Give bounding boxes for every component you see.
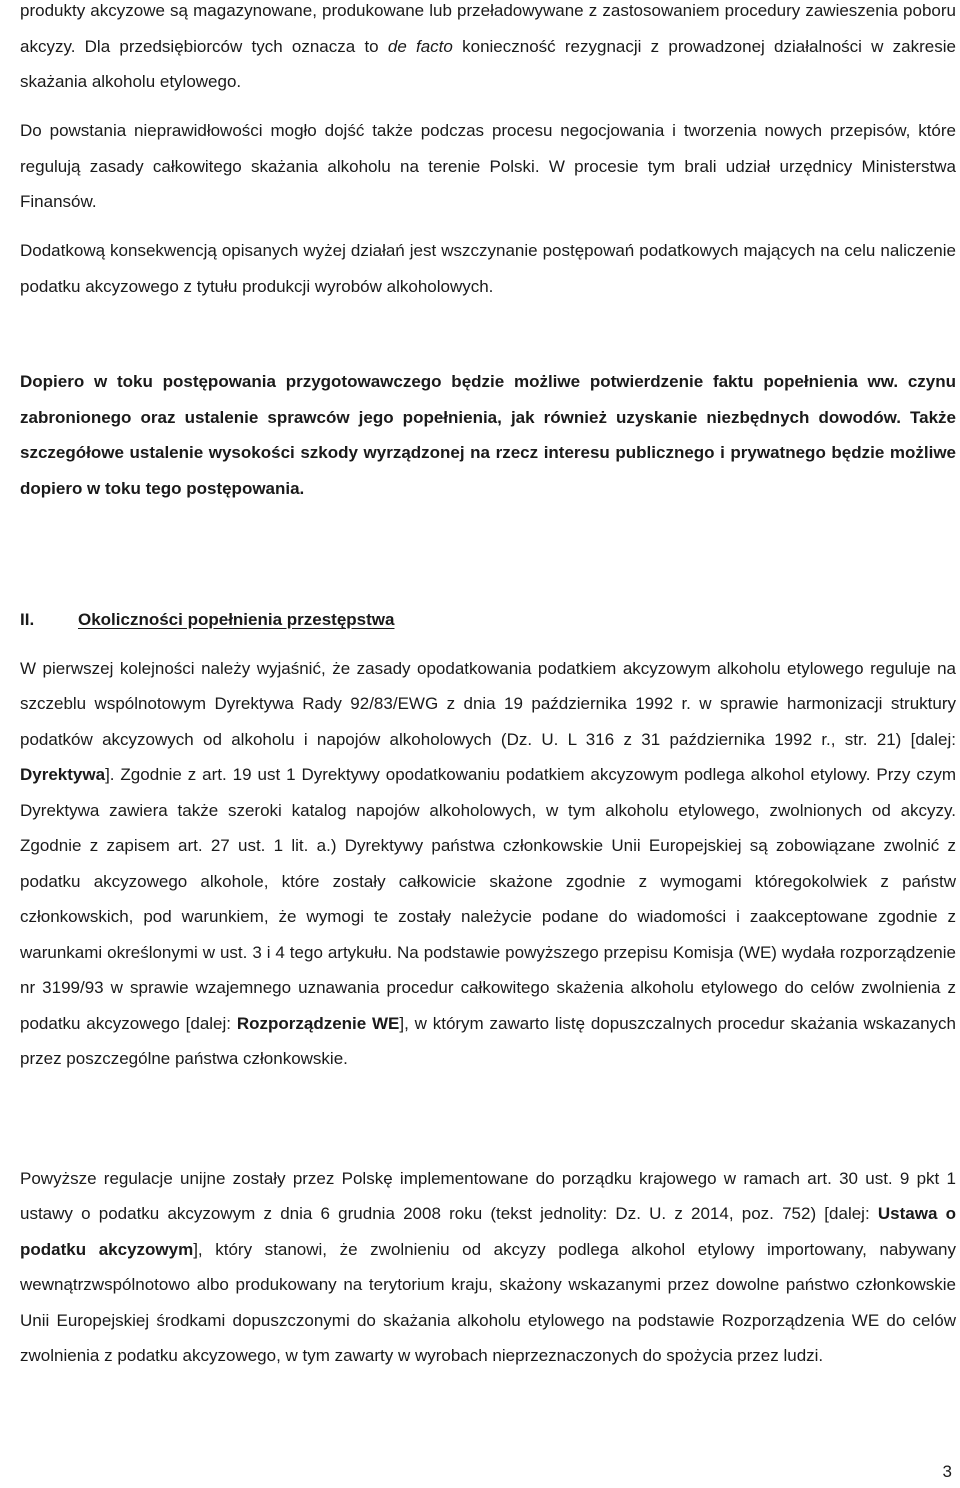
section-number: II. (20, 610, 35, 629)
paragraph-excise-procedure (20, 0, 956, 100)
bold-term: Dyrektywa (20, 765, 106, 785)
text-run: Dodatkową konsekwencją opisanych wyżej działań jest wszczynanie postępowań podatkowych mających na celu naliczenie podatku akcyzowego z tytułu produkcji wyrobów alkoholowych. (20, 241, 956, 296)
bold-term: Rozporządzenie WE (236, 1013, 400, 1033)
italic-term: de facto (387, 36, 453, 56)
text-run: ], w którym zawarto listę dopuszczalnych procedur skażania wskazanych przez poszczególne państwa członkowskie. (20, 1013, 956, 1068)
paragraph-irregularities (20, 113, 956, 220)
text-run: Powyższe regulacje unijne zostały przez Polskę implementowane do porządku krajowego w ramach art. 30 ust. 9 pkt 1 ustawy o podatku akcyzowym z dnia 6 grudnia 2008 roku (tekst jednolity: Dz. U. z 2014, poz. 752) [dalej: (20, 1169, 956, 1224)
paragraph-directive (20, 651, 956, 1076)
text-run: produkty akcyzowe są magazynowane, produkowane lub przeładowywane z zastosowaniem procedury zawieszenia poboru akcyzy. Dla przedsiębiorców tych oznacza to (20, 1, 956, 56)
bold-term: Ustawa o podatku akcyzowym (20, 1204, 956, 1259)
text-run: W pierwszej kolejności należy wyjaśnić, że zasady opodatkowania podatkiem akcyzowym alkoholu etylowego reguluje na szczeblu wspólnotowym Dyrektywa Rady 92/83/EWG z dnia 19 października 1992 r. w sprawie harmonizacji struktury podatków akcyzowych od alkoholu i napojów alkoholowych (Dz. U. L 316 z 31 października 1992 r., str. 21) [dalej: (20, 659, 956, 749)
text-run: ], który stanowi, że zwolnieniu od akcyzy podlega alkohol etylowy importowany, nabywany wewnątrzwspólnotowo albo produkowany na terytorium kraju, skażony wskazanymi przez dowolne państwo członkowskie Unii Europejskiej środkami dopuszczonymi do skażania alkoholu etylowego na podstawie Rozporządzenia WE do celów zwolnienia z podatku akcyzowego, w tym zawarty w wyrobach nieprzeznaczonych do spożycia przez ludzi. (20, 1239, 957, 1366)
text-run: Dopiero w toku postępowania przygotowawczego będzie możliwe potwierdzenie faktu popełnienia ww. czynu zabronionego oraz ustalenie sprawców jego popełnienia, jak również uzyskanie niezbędnych dowodów. Także szczegółowe ustalenie wysokości szkody wyrządzonej na rzecz interesu publicznego i prywatnego będzie możliwe dopiero w toku tego postępowania. (20, 372, 956, 499)
text-run: Do powstania nieprawidłowości mogło dojść także podczas procesu negocjowania i tworzenia nowych przepisów, które regulują zasady całkowitego skażania alkoholu na terenie Polski. W procesie tym brali udział urzędnicy Ministerstwa Finansów. (20, 121, 956, 211)
paragraph-national-law (20, 1161, 956, 1374)
text-run: konieczność rezygnacji z prowadzonej działalności w zakresie skażania alkoholu etylowego. (20, 36, 956, 91)
section-title: Okoliczności popełnienia przestępstwa (78, 610, 395, 629)
paragraph-preparatory-proceedings (20, 364, 956, 507)
page-number: 3 (942, 1462, 952, 1481)
section-heading (20, 602, 956, 638)
paragraph-consequences (20, 233, 956, 305)
text-run: ]. Zgodnie z art. 19 ust 1 Dyrektywy opodatkowaniu podatkiem akcyzowym podlega alkohol etylowy. Przy czym Dyrektywa zawiera także szeroki katalog napojów alkoholowych, w tym alkoholu etylowego, zwolnionych od akcyzy. Zgodnie z zapisem art. 27 ust. 1 lit. a.) Dyrektywy państwa członkowskie Unii Europejskiej są zobowiązane zwolnić z podatku akcyzowego alkohole, które zostały całkowicie skażone zgodnie z wymogami któregokolwiek z państw członkowskich, pod warunkiem, że wymogi te zostały należycie podane do wiadomości i zaakceptowane zgodnie z warunkami określonymi w ust. 3 i 4 tego artykułu. Na podstawie powyższego przepisu Komisja (WE) wydała rozporządzenie nr 3199/93 w sprawie wzajemnego uznawania procedur całkowitego skażenia alkoholu etylowego do celów zwolnienia z podatku akcyzowego [dalej: (20, 765, 956, 1033)
